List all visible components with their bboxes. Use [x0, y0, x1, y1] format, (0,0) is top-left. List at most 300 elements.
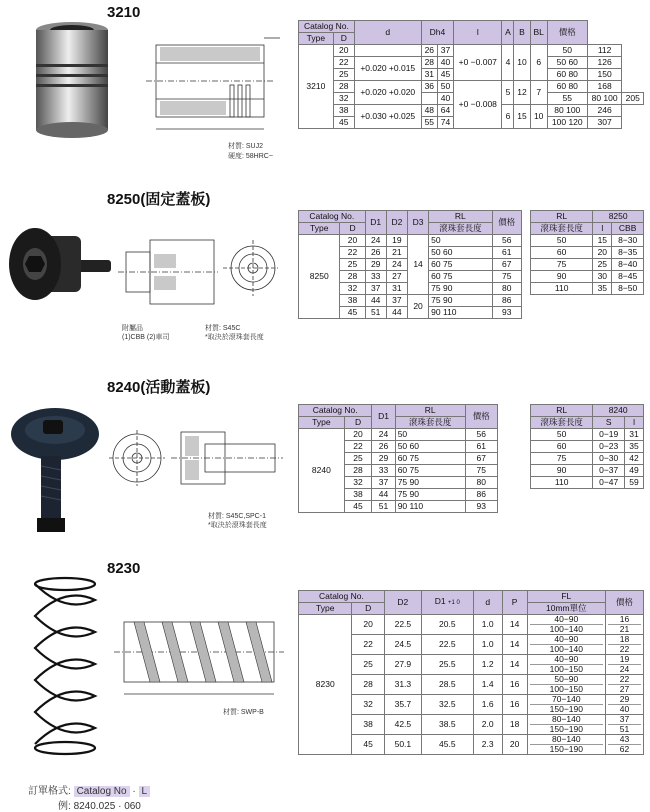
cell-RL: 50 60 [429, 247, 492, 259]
cell-D2: 37 [386, 295, 407, 307]
cell-RL: 75 90 [395, 477, 465, 489]
cell-FL [527, 615, 606, 635]
cell-price: 126 [587, 57, 622, 69]
cell-RL: 60 75 [395, 465, 465, 477]
hdr-price: 價格 [465, 405, 497, 429]
table-3210 [298, 20, 644, 129]
cell-D: 20 [352, 615, 384, 635]
cell-D1: 20.5 [421, 615, 473, 635]
cell-D2: 27.9 [384, 655, 421, 675]
type-cell: 8240 [299, 429, 345, 513]
cell-RL: 90 110 [395, 501, 465, 513]
cell-D3: 14 [407, 235, 428, 295]
fl-value: 40−90 [554, 654, 579, 664]
cell-D1: 24 [365, 235, 386, 247]
cell-D: 32 [352, 695, 384, 715]
hdr-D: D [333, 33, 354, 45]
fl-value: 100−140 [530, 624, 604, 634]
cell-D2: 42.5 [384, 715, 421, 735]
cell-D3: 20 [407, 295, 428, 319]
cell-price: 56 [492, 235, 521, 247]
price-value: 22 [608, 644, 641, 654]
side-hdr-RL: RL [531, 405, 593, 417]
cell-price [606, 635, 644, 655]
section-title-8230: 8230 [107, 560, 141, 577]
cell-Dh4: 37 [437, 45, 453, 57]
cell-D1: 51 [365, 307, 386, 319]
side-cell: 25 [593, 259, 612, 271]
cell-RL: 50 60 [395, 441, 465, 453]
cell-BL: 60 80 [547, 69, 587, 81]
cell-P: 16 [502, 675, 527, 695]
hdr-dh4: Dh4 [421, 21, 453, 45]
cell-d: 1.6 [473, 695, 502, 715]
cell-D2: 24 [386, 259, 407, 271]
fl-value: 70−140 [552, 694, 581, 704]
side-cell: 8−50 [612, 283, 644, 295]
cell-FL [527, 635, 606, 655]
cell-Dh4: 55 [547, 93, 587, 105]
cell-FL [527, 655, 606, 675]
side-cell: 31 [625, 429, 644, 441]
hdr-price: 價格 [492, 211, 521, 235]
cell-d: 2.0 [473, 715, 502, 735]
order-example [58, 797, 141, 812]
cell-FL [527, 675, 606, 695]
side-cell: 90 [531, 465, 593, 477]
cell-D: 22 [333, 57, 354, 69]
hdr-catalog: Catalog No. [299, 211, 366, 223]
side-cell: 35 [625, 441, 644, 453]
cell-B: 6 [530, 45, 547, 81]
cell-price: 93 [492, 307, 521, 319]
side-cell: 110 [531, 283, 593, 295]
cell-D1: 28.5 [421, 675, 473, 695]
table-row [299, 45, 644, 57]
side-cell: 49 [625, 465, 644, 477]
hdr-D2: D2 [386, 211, 407, 235]
material-note-8230: 材質: SWP-B [223, 709, 264, 716]
cell-d: 1.0 [473, 635, 502, 655]
cell-D: 28 [352, 675, 384, 695]
cell-D2: 44 [386, 307, 407, 319]
cell-P: 14 [502, 655, 527, 675]
side-cell: 20 [593, 247, 612, 259]
cell-D: 38 [344, 489, 372, 501]
cell-D2: 35.7 [384, 695, 421, 715]
side-cell: 0−19 [593, 429, 625, 441]
side-hdr-CBB: CBB [612, 223, 644, 235]
type-cell: 8230 [299, 615, 352, 755]
cell-price: 80 [465, 477, 497, 489]
side-cell: 50 [531, 429, 593, 441]
price-value: 22 [619, 674, 630, 684]
cell-tol-D: +0.030 +0.025 [354, 105, 421, 129]
table-row [531, 259, 644, 271]
side-hdr-RL-sub: 滾珠套長度 [531, 223, 593, 235]
cell-RL: 60 75 [429, 259, 492, 271]
order-format [28, 782, 150, 797]
cell-D1: 25.5 [421, 655, 473, 675]
cell-D: 38 [333, 105, 354, 117]
cell-price [606, 615, 644, 635]
cell-price [606, 695, 644, 715]
side-hdr-type: 8240 [593, 405, 644, 417]
cell-D1: 37 [372, 477, 395, 489]
hdr-type: Type [299, 223, 340, 235]
cell-d: 1.4 [473, 675, 502, 695]
table-row [531, 441, 644, 453]
side-cell: 42 [625, 453, 644, 465]
example-dot: · [118, 801, 122, 812]
price-value: 62 [608, 744, 641, 754]
cell-BL: 100 120 [547, 117, 587, 129]
cell-Dh4: 45 [437, 69, 453, 81]
hdr-D: D [352, 603, 384, 615]
cell-l: 6 [502, 105, 514, 129]
cell-RL: 75 90 [429, 295, 492, 307]
material-note-8240: 材質: S45C,SPC-1 *取決於滾珠套長度 [208, 513, 267, 529]
guide-bush-photo [32, 20, 112, 140]
cell-price: 112 [587, 45, 622, 57]
cell-D2: 21 [386, 247, 407, 259]
side-hdr-RL: RL [531, 211, 593, 223]
side-hdr-RL-sub: 滾珠套長度 [531, 417, 593, 429]
hdr-bl: BL [530, 21, 547, 45]
cell-RL: 75 90 [429, 283, 492, 295]
cell-D: 25 [340, 259, 365, 271]
guide-bush-drawing [140, 33, 290, 138]
cell-price: 80 [492, 283, 521, 295]
cell-D1: 44 [365, 295, 386, 307]
cell-tol-D [421, 93, 437, 105]
fl-value: 100−150 [530, 684, 604, 694]
hdr-type: Type [299, 417, 345, 429]
side-cell: 0−30 [593, 453, 625, 465]
cell-D1: 26 [372, 441, 395, 453]
fl-value: 150−190 [530, 704, 604, 714]
cell-D1: 26 [365, 247, 386, 259]
cell-D1: 33 [372, 465, 395, 477]
cell-D2: 50.1 [384, 735, 421, 755]
cell-price [606, 655, 644, 675]
cell-D: 38 [340, 295, 365, 307]
cell-price [606, 735, 644, 755]
price-value: 18 [619, 634, 630, 644]
price-value: 29 [619, 694, 630, 704]
side-hdr-type: 8250 [593, 211, 644, 223]
fl-value: 100−150 [530, 664, 604, 674]
cell-D: 22 [340, 247, 365, 259]
cell-d: 26 [421, 45, 437, 57]
fl-value: 150−190 [530, 724, 604, 734]
cell-D2: 22.5 [384, 615, 421, 635]
table-row [531, 283, 644, 295]
cell-D1: 37 [365, 283, 386, 295]
section-title-8240: 8240(活動蓋板) [107, 379, 211, 396]
cell-d: 31 [421, 69, 437, 81]
section-title-8250: 8250(固定蓋板) [107, 191, 211, 208]
example-L: 060 [124, 801, 141, 812]
cell-D: 20 [340, 235, 365, 247]
cell-price: 93 [465, 501, 497, 513]
cell-P: 18 [502, 715, 527, 735]
cell-D: 22 [352, 635, 384, 655]
side-cell: 8−30 [612, 235, 644, 247]
side-cell: 8−35 [612, 247, 644, 259]
hdr-D1-tol: +1 0 [448, 600, 460, 606]
table-row [299, 235, 522, 247]
side-hdr-S: S [593, 417, 625, 429]
hdr-d: d [354, 21, 421, 45]
cell-D: 28 [344, 465, 372, 477]
side-cell: 8−45 [612, 271, 644, 283]
side-cell: 75 [531, 259, 593, 271]
order-L: L [139, 786, 151, 797]
hdr-catalog: Catalog No. [299, 21, 355, 33]
table-8240-side [530, 404, 644, 489]
hdr-RL: RL [429, 211, 492, 223]
fl-value: 40−90 [554, 614, 579, 624]
example-label: 例: [58, 801, 71, 812]
cell-d: 48 [421, 105, 437, 117]
cell-A: 10 [514, 45, 530, 81]
cell-RL: 60 75 [429, 271, 492, 283]
cell-D: 28 [340, 271, 365, 283]
hdr-D1: D1 [434, 596, 446, 606]
cell-D1: 33 [365, 271, 386, 283]
hdr-price: 價格 [606, 591, 644, 615]
cell-D1: 29 [365, 259, 386, 271]
side-cell: 0−23 [593, 441, 625, 453]
cell-D1: 38.5 [421, 715, 473, 735]
table-row [531, 271, 644, 283]
hdr-D1: D1 [372, 405, 395, 429]
hdr-FL-sub: 10mm單位 [527, 603, 606, 615]
price-value: 40 [608, 704, 641, 714]
hdr-l: l [454, 21, 502, 45]
side-cell: 15 [593, 235, 612, 247]
cell-l: 5 [502, 81, 514, 105]
cell-price: 86 [492, 295, 521, 307]
cell-BL: 80 100 [547, 105, 587, 117]
fixed-cover-drawing [118, 232, 278, 312]
cell-FL [527, 695, 606, 715]
hdr-d: d [473, 591, 502, 615]
fl-value: 150−190 [530, 744, 604, 754]
price-value: 21 [608, 624, 641, 634]
cell-B: 10 [530, 105, 547, 129]
hdr-D: D [344, 417, 372, 429]
hardness-note-3210: 硬度: 58HRC~ [228, 153, 273, 160]
cell-D: 38 [352, 715, 384, 735]
cell-D: 45 [340, 307, 365, 319]
cell-D: 32 [333, 93, 354, 105]
cell-B: 7 [530, 81, 547, 105]
cell-D2: 19 [386, 235, 407, 247]
cell-D: 25 [352, 655, 384, 675]
table-8250 [298, 210, 522, 319]
cell-tol-Dh: +0 −0.007 [454, 45, 502, 81]
cell-d: 2.3 [473, 735, 502, 755]
cell-tol-D [354, 45, 421, 57]
cell-price: 67 [492, 259, 521, 271]
price-value: 24 [608, 664, 641, 674]
table-row [531, 453, 644, 465]
cell-D2: 31.3 [384, 675, 421, 695]
type-cell: 8250 [299, 235, 340, 319]
cell-l: 4 [502, 45, 514, 81]
cell-price: 307 [587, 117, 622, 129]
hdr-type: Type [299, 33, 334, 45]
cell-RL: 50 [429, 235, 492, 247]
cell-Dh4: 40 [437, 57, 453, 69]
hdr-catalog: Catalog No. [299, 405, 372, 417]
table-row [531, 429, 644, 441]
cell-tol-D: +0.020 +0.015 [354, 57, 421, 81]
cell-Dh4: 50 [437, 81, 453, 93]
price-value: 27 [608, 684, 641, 694]
cell-BL: 50 [547, 45, 587, 57]
hdr-price: 價格 [547, 21, 587, 45]
hdr-type: Type [299, 603, 352, 615]
movable-cover-photo [5, 400, 105, 540]
cell-Dh4: 74 [437, 117, 453, 129]
side-cell: 35 [593, 283, 612, 295]
hdr-D1: D1 [365, 211, 386, 235]
side-cell: 75 [531, 453, 593, 465]
table-row [299, 615, 644, 635]
cell-D: 45 [344, 501, 372, 513]
side-cell: 60 [531, 441, 593, 453]
cell-D2: 24.5 [384, 635, 421, 655]
order-catalog: Catalog No [74, 786, 130, 797]
cell-P: 20 [502, 735, 527, 755]
cell-P: 14 [502, 635, 527, 655]
cell-BL: 80 100 [587, 93, 622, 105]
fl-value: 100−140 [530, 644, 604, 654]
cell-RL: 60 75 [395, 453, 465, 465]
table-row [531, 465, 644, 477]
cell-price [606, 715, 644, 735]
hdr-D3: D3 [407, 211, 428, 235]
cell-A: 12 [514, 81, 530, 105]
cell-D1: 24 [372, 429, 395, 441]
table-8230 [298, 590, 644, 755]
fl-value: 80−140 [552, 714, 581, 724]
price-value: 43 [619, 734, 630, 744]
cell-P: 14 [502, 615, 527, 635]
hdr-RL: RL [395, 405, 465, 417]
cell-d: 40 [437, 93, 453, 105]
cell-price: 61 [465, 441, 497, 453]
cell-FL [527, 715, 606, 735]
example-catalog: 8240.025 [73, 801, 116, 812]
table-row [299, 81, 644, 93]
cell-tol-D: +0.020 +0.020 [354, 81, 421, 105]
cell-price [606, 675, 644, 695]
cell-D1: 51 [372, 501, 395, 513]
cell-D: 25 [333, 69, 354, 81]
cell-D1: 22.5 [421, 635, 473, 655]
cell-D: 45 [333, 117, 354, 129]
cell-d: 28 [421, 57, 437, 69]
cell-D2: 27 [386, 271, 407, 283]
price-value: 16 [619, 614, 630, 624]
side-cell: 59 [625, 477, 644, 489]
hdr-catalog: Catalog No. [299, 591, 385, 603]
cell-RL: 75 90 [395, 489, 465, 501]
price-value: 19 [619, 654, 630, 664]
hdr-RL-sub: 滾珠套長度 [395, 417, 465, 429]
side-hdr-l: l [593, 223, 612, 235]
cell-FL [527, 735, 606, 755]
hdr-D2: D2 [384, 591, 421, 615]
cell-Dh4: 64 [437, 105, 453, 117]
hdr-P: P [502, 591, 527, 615]
cell-BL: 50 60 [547, 57, 587, 69]
cell-D1: 32.5 [421, 695, 473, 715]
hdr-RL-sub: 滾珠套長度 [429, 223, 492, 235]
side-cell: 0−37 [593, 465, 625, 477]
cell-D: 32 [344, 477, 372, 489]
side-cell: 90 [531, 271, 593, 283]
table-row [299, 429, 498, 441]
cell-price: 75 [492, 271, 521, 283]
cell-BL: 60 80 [547, 81, 587, 93]
cell-D: 20 [344, 429, 372, 441]
material-note-8250: 材質: S45C *取決於滾珠套長度 [205, 325, 264, 341]
cell-price: 67 [465, 453, 497, 465]
table-row [531, 477, 644, 489]
order-label: 訂單格式: [28, 786, 71, 797]
fl-value: 40−90 [554, 634, 579, 644]
side-hdr-l: l [625, 417, 644, 429]
cell-P: 16 [502, 695, 527, 715]
hdr-b: B [514, 21, 530, 45]
cell-price: 246 [587, 105, 622, 117]
table-row [531, 235, 644, 247]
table-8250-side [530, 210, 644, 295]
cell-D2: 31 [386, 283, 407, 295]
cell-D1: 29 [372, 453, 395, 465]
cell-price: 205 [622, 93, 644, 105]
cell-price: 61 [492, 247, 521, 259]
fl-value: 50−90 [554, 674, 579, 684]
side-cell: 60 [531, 247, 593, 259]
cell-price: 56 [465, 429, 497, 441]
side-cell: 8−40 [612, 259, 644, 271]
hdr-a: A [502, 21, 514, 45]
cell-D: 22 [344, 441, 372, 453]
fl-value: 80−140 [552, 734, 581, 744]
cell-D: 45 [352, 735, 384, 755]
cell-RL: 50 [395, 429, 465, 441]
type-cell: 3210 [299, 45, 334, 129]
spring-drawing [110, 608, 290, 708]
cell-price: 168 [587, 81, 622, 93]
cell-D1: 45.5 [421, 735, 473, 755]
movable-cover-drawing [105, 420, 285, 500]
price-value: 37 [619, 714, 630, 724]
material-note-3210: 材質: SUJ2 [228, 143, 264, 150]
cell-D1: 44 [372, 489, 395, 501]
order-dot: · [132, 786, 136, 797]
spring-photo [30, 574, 100, 760]
cell-d: 1.2 [473, 655, 502, 675]
section-title-3210: 3210 [107, 4, 141, 21]
cell-D: 25 [344, 453, 372, 465]
